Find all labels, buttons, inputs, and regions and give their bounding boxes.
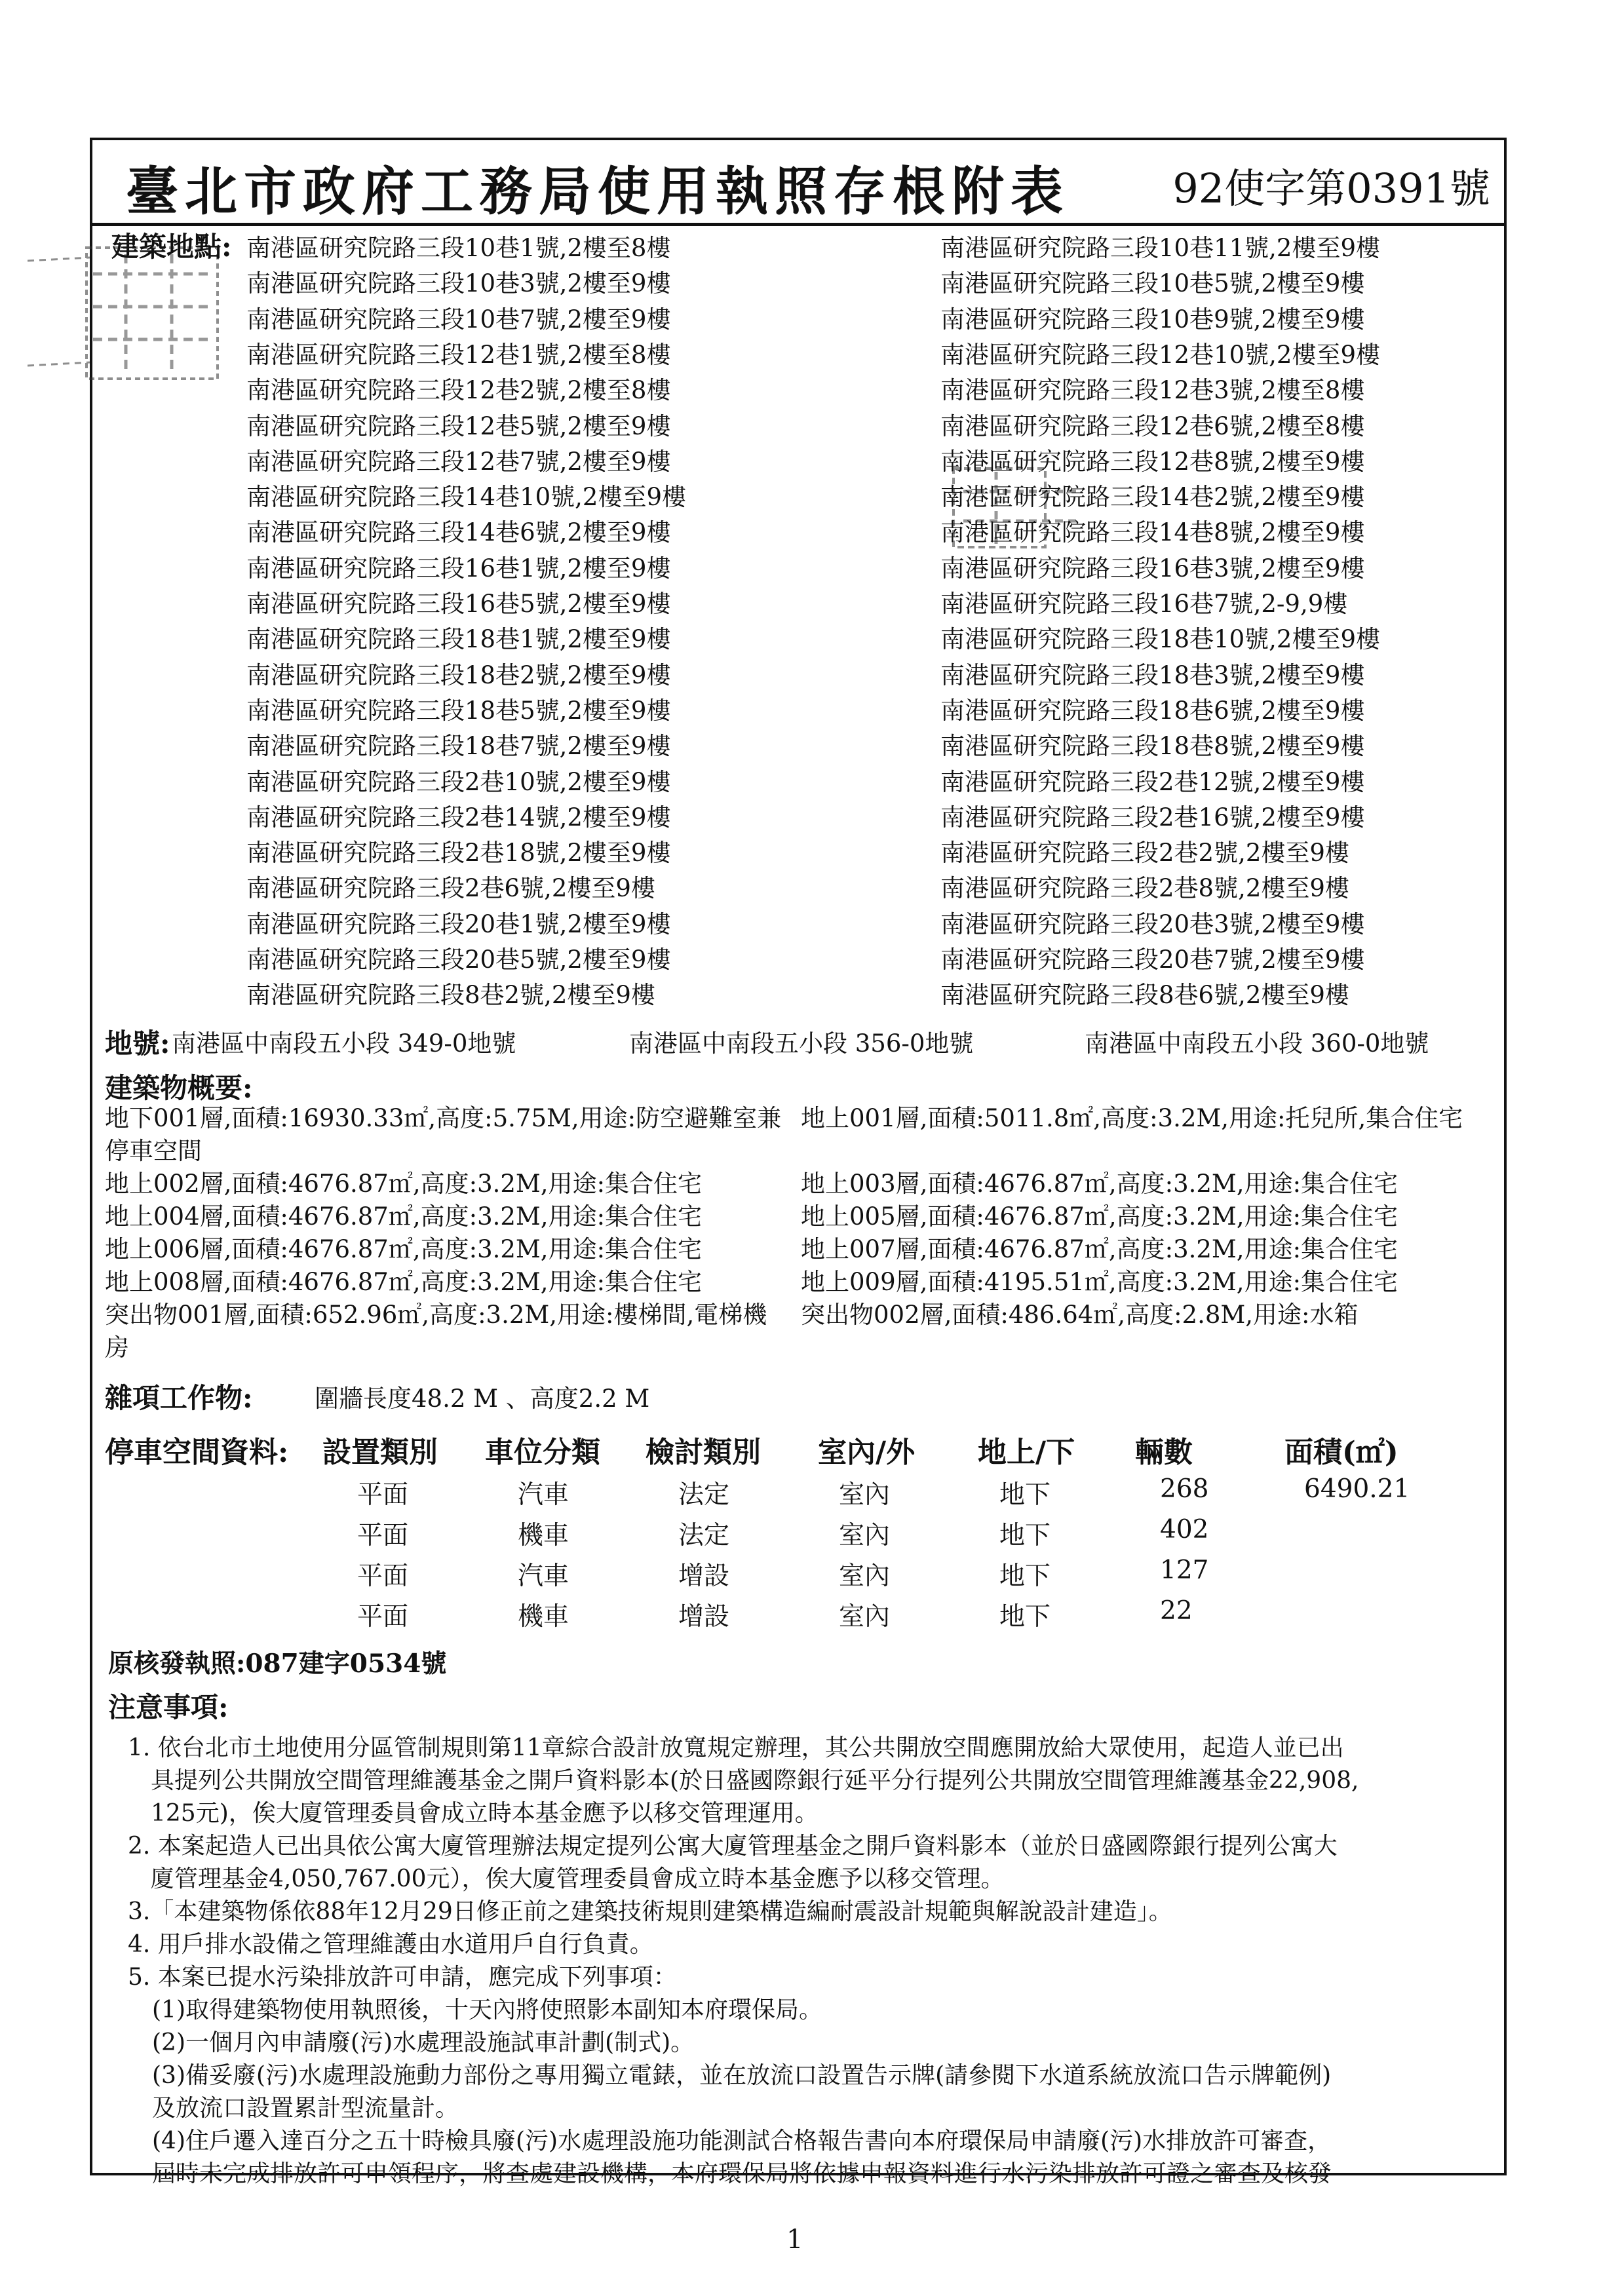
- parking-cell: 268: [1160, 1474, 1209, 1504]
- address-item: 南港區研究院路三段14巷2號,2樓至9樓: [940, 483, 1365, 512]
- address-item: 南港區研究院路三段2巷10號,2樓至9樓: [246, 767, 671, 796]
- note-line: 具提列公共開放空間管理維護基金之開戶資料影本(於日盛國際銀行延平分行提列公共開放空間管理維護基金22,908,: [151, 1767, 1359, 1794]
- address-item: 南港區研究院路三段10巷1號,2樓至8樓: [246, 234, 671, 262]
- parking-cell: 地下: [999, 1521, 1051, 1550]
- original-permit: 原核發執照:087建字0534號: [108, 1649, 447, 1679]
- parking-column-header: 室內/外: [818, 1436, 916, 1469]
- parking-cell: 平面: [357, 1602, 409, 1632]
- building-floor-item: 地上004層,面積:4676.87㎡,高度:3.2M,用途:集合住宅: [105, 1202, 703, 1231]
- building-floor-item: 地上003層,面積:4676.87㎡,高度:3.2M,用途:集合住宅: [801, 1170, 1398, 1198]
- note-line: 及放流口設置累計型流量計。: [152, 2095, 459, 2122]
- address-item: 南港區研究院路三段8巷2號,2樓至9樓: [246, 981, 655, 1010]
- permit-number: 92使字第0391號: [1172, 164, 1490, 212]
- address-item: 南港區研究院路三段2巷2號,2樓至9樓: [940, 839, 1349, 868]
- address-item: 南港區研究院路三段14巷8號,2樓至9樓: [940, 518, 1365, 547]
- address-item: 南港區研究院路三段18巷7號,2樓至9樓: [246, 732, 671, 761]
- note-line: 1. 依台北市土地使用分區管制規則第11章綜合設計放寬規定辦理，其公共開放空間應開放給大眾使用，起造人並已出: [128, 1734, 1344, 1761]
- address-item: 南港區研究院路三段10巷5號,2樓至9樓: [940, 269, 1365, 298]
- building-floor-item: 地上006層,面積:4676.87㎡,高度:3.2M,用途:集合住宅: [105, 1235, 703, 1263]
- misc-works-value: 圍牆長度48.2 M 、高度2.2 M: [315, 1385, 650, 1413]
- building-floor-item: 突出物001層,面積:652.96㎡,高度:3.2M,用途:樓梯間,電梯機: [105, 1301, 767, 1329]
- parking-cell: 平面: [357, 1521, 409, 1550]
- address-item: 南港區研究院路三段2巷12號,2樓至9樓: [940, 767, 1365, 796]
- address-item: 南港區研究院路三段12巷1號,2樓至8樓: [246, 340, 671, 369]
- parking-cell: 室內: [839, 1521, 891, 1550]
- building-floor-item: 停車空間: [105, 1137, 202, 1165]
- lot-number: 南港區中南段五小段 356-0地號: [629, 1029, 974, 1058]
- parking-cell: 室內: [839, 1602, 891, 1632]
- address-item: 南港區研究院路三段16巷1號,2樓至9樓: [246, 554, 671, 583]
- address-item: 南港區研究院路三段10巷3號,2樓至9樓: [246, 269, 671, 298]
- address-item: 南港區研究院路三段12巷2號,2樓至8樓: [246, 376, 671, 405]
- parking-label: 停車空間資料:: [105, 1436, 289, 1469]
- address-item: 南港區研究院路三段12巷8號,2樓至9樓: [940, 447, 1365, 476]
- title-row: [90, 138, 1507, 226]
- building-floor-item: 地上009層,面積:4195.51㎡,高度:3.2M,用途:集合住宅: [801, 1268, 1398, 1296]
- address-item: 南港區研究院路三段16巷5號,2樓至9樓: [246, 590, 671, 618]
- note-line: (1)取得建築物使用執照後，十天內將使照影本副知本府環保局。: [152, 1997, 822, 2023]
- lot-number: 南港區中南段五小段 360-0地號: [1085, 1029, 1429, 1058]
- building-floor-item: 突出物002層,面積:486.64㎡,高度:2.8M,用途:水箱: [801, 1301, 1359, 1329]
- building-floor-item: 房: [105, 1333, 129, 1362]
- note-line: 3.「本建築物係依88年12月29日修正前之建築技術規則建築構造編耐震設計規範與解說設計建造」。: [128, 1898, 1172, 1925]
- note-line: 5. 本案已提水污染排放許可申請，應完成下列事項：: [128, 1964, 677, 1991]
- note-line: (3)備妥廢(污)水處理設施動力部份之專用獨立電錶，並在放流口設置告示牌(請參閱下水道系統放流口告示牌範例): [152, 2062, 1332, 2089]
- address-item: 南港區研究院路三段2巷18號,2樓至9樓: [246, 839, 671, 868]
- address-item: 南港區研究院路三段18巷2號,2樓至9樓: [246, 660, 671, 689]
- parking-column-header: 車位分類: [485, 1436, 600, 1469]
- address-item: 南港區研究院路三段18巷3號,2樓至9樓: [940, 660, 1365, 689]
- address-item: 南港區研究院路三段14巷10號,2樓至9樓: [246, 483, 687, 512]
- note-line: (2)一個月內申請廢(污)水處理設施試車計劃(制式)。: [152, 2029, 695, 2056]
- parking-column-header: 設置類別: [322, 1436, 438, 1469]
- address-item: 南港區研究院路三段2巷6號,2樓至9樓: [246, 874, 655, 903]
- building-floor-item: 地上008層,面積:4676.87㎡,高度:3.2M,用途:集合住宅: [105, 1268, 703, 1296]
- address-item: 南港區研究院路三段10巷9號,2樓至9樓: [940, 305, 1365, 334]
- address-item: 南港區研究院路三段20巷7號,2樓至9樓: [940, 946, 1365, 974]
- address-item: 南港區研究院路三段16巷3號,2樓至9樓: [940, 554, 1365, 583]
- parking-column-header: 檢討類別: [646, 1436, 761, 1469]
- parking-cell: 127: [1160, 1556, 1209, 1585]
- address-item: 南港區研究院路三段12巷10號,2樓至9樓: [940, 340, 1381, 369]
- parking-column-header: 輛數: [1135, 1436, 1193, 1469]
- parking-cell: 室內: [839, 1480, 891, 1510]
- note-line: 125元)，俟大廈管理委員會成立時本基金應予以移交管理運用。: [151, 1800, 819, 1827]
- parking-column-header: 地上/下: [978, 1436, 1075, 1469]
- address-item: 南港區研究院路三段18巷1號,2樓至9樓: [246, 625, 671, 654]
- address-item: 南港區研究院路三段20巷3號,2樓至9樓: [940, 909, 1365, 938]
- parking-cell: 平面: [357, 1480, 409, 1510]
- note-line: 廈管理基金4,050,767.00元），俟大廈管理委員會成立時本基金應予以移交管理。: [151, 1866, 1005, 1892]
- lot-number: 南港區中南段五小段 349-0地號: [172, 1029, 516, 1058]
- parking-cell: 汽車: [518, 1480, 569, 1510]
- parking-cell: 室內: [839, 1561, 891, 1591]
- building-floor-item: 地上001層,面積:5011.8㎡,高度:3.2M,用途:托兒所,集合住宅: [801, 1104, 1463, 1132]
- parking-cell: 法定: [678, 1521, 730, 1550]
- address-item: 南港區研究院路三段20巷1號,2樓至9樓: [246, 909, 671, 938]
- address-item: 南港區研究院路三段18巷10號,2樓至9樓: [940, 625, 1381, 654]
- building-floor-item: 地上002層,面積:4676.87㎡,高度:3.2M,用途:集合住宅: [105, 1170, 703, 1198]
- parking-cell: 地下: [999, 1561, 1051, 1591]
- parking-cell: 增設: [678, 1561, 730, 1591]
- address-item: 南港區研究院路三段16巷7號,2-9,9樓: [940, 590, 1348, 618]
- address-item: 南港區研究院路三段20巷5號,2樓至9樓: [246, 946, 671, 974]
- address-item: 南港區研究院路三段10巷7號,2樓至9樓: [246, 305, 671, 334]
- building-floor-item: 地上007層,面積:4676.87㎡,高度:3.2M,用途:集合住宅: [801, 1235, 1398, 1263]
- address-item: 南港區研究院路三段2巷8號,2樓至9樓: [940, 874, 1349, 903]
- misc-works-label: 雜項工作物:: [105, 1382, 253, 1414]
- parking-cell: 402: [1160, 1515, 1209, 1544]
- lot-label: 地號:: [105, 1027, 170, 1060]
- note-line: 屆時未完成排放許可申領程序，將查處建設機構，本府環保局將依據申報資料進行水污染排放許可證之審查及核發: [152, 2160, 1332, 2187]
- note-line: 2. 本案起造人已出具依公寓大廈管理辦法規定提列公寓大廈管理基金之開戶資料影本（並於日盛國際銀行提列公寓大: [128, 1833, 1338, 1860]
- address-item: 南港區研究院路三段18巷6號,2樓至9樓: [940, 696, 1365, 725]
- parking-cell: 地下: [999, 1602, 1051, 1632]
- address-item: 南港區研究院路三段14巷6號,2樓至9樓: [246, 518, 671, 547]
- note-line: 4. 用戶排水設備之管理維護由水道用戶自行負責。: [128, 1931, 653, 1958]
- address-label: 建築地點:: [111, 231, 232, 263]
- parking-cell: 增設: [678, 1602, 730, 1632]
- parking-cell: 機車: [518, 1521, 569, 1550]
- parking-cell: 機車: [518, 1602, 569, 1632]
- building-floor-item: 地下001層,面積:16930.33㎡,高度:5.75M,用途:防空避難室兼: [105, 1104, 782, 1132]
- address-item: 南港區研究院路三段18巷5號,2樓至9樓: [246, 696, 671, 725]
- page-number: 1: [786, 2225, 803, 2255]
- parking-cell: 汽車: [518, 1561, 569, 1591]
- parking-cell: 平面: [357, 1561, 409, 1591]
- address-item: 南港區研究院路三段12巷3號,2樓至8樓: [940, 376, 1365, 405]
- address-item: 南港區研究院路三段8巷6號,2樓至9樓: [940, 981, 1349, 1010]
- document-title: 臺北市政府工務局使用執照存根附表: [126, 161, 1070, 222]
- address-item: 南港區研究院路三段12巷5號,2樓至9樓: [246, 411, 671, 440]
- note-line: (4)住戶遷入達百分之五十時檢具廢(污)水處理設施功能測試合格報告書向本府環保局申請廢(污)水排放許可審查，: [152, 2128, 1332, 2154]
- parking-cell: 法定: [678, 1480, 730, 1510]
- building-floor-item: 地上005層,面積:4676.87㎡,高度:3.2M,用途:集合住宅: [801, 1202, 1398, 1231]
- address-item: 南港區研究院路三段10巷11號,2樓至9樓: [940, 234, 1381, 262]
- building-summary-label: 建築物概要:: [105, 1072, 253, 1104]
- parking-column-header: 面積(㎡): [1284, 1436, 1398, 1469]
- parking-cell: 地下: [999, 1480, 1051, 1510]
- parking-cell: 6490.21: [1304, 1474, 1410, 1504]
- address-item: 南港區研究院路三段2巷16號,2樓至9樓: [940, 803, 1365, 832]
- address-item: 南港區研究院路三段12巷6號,2樓至8樓: [940, 411, 1365, 440]
- address-item: 南港區研究院路三段12巷7號,2樓至9樓: [246, 447, 671, 476]
- address-item: 南港區研究院路三段18巷8號,2樓至9樓: [940, 732, 1365, 761]
- address-item: 南港區研究院路三段2巷14號,2樓至9樓: [246, 803, 671, 832]
- parking-cell: 22: [1160, 1596, 1193, 1626]
- notes-label: 注意事項:: [108, 1691, 229, 1723]
